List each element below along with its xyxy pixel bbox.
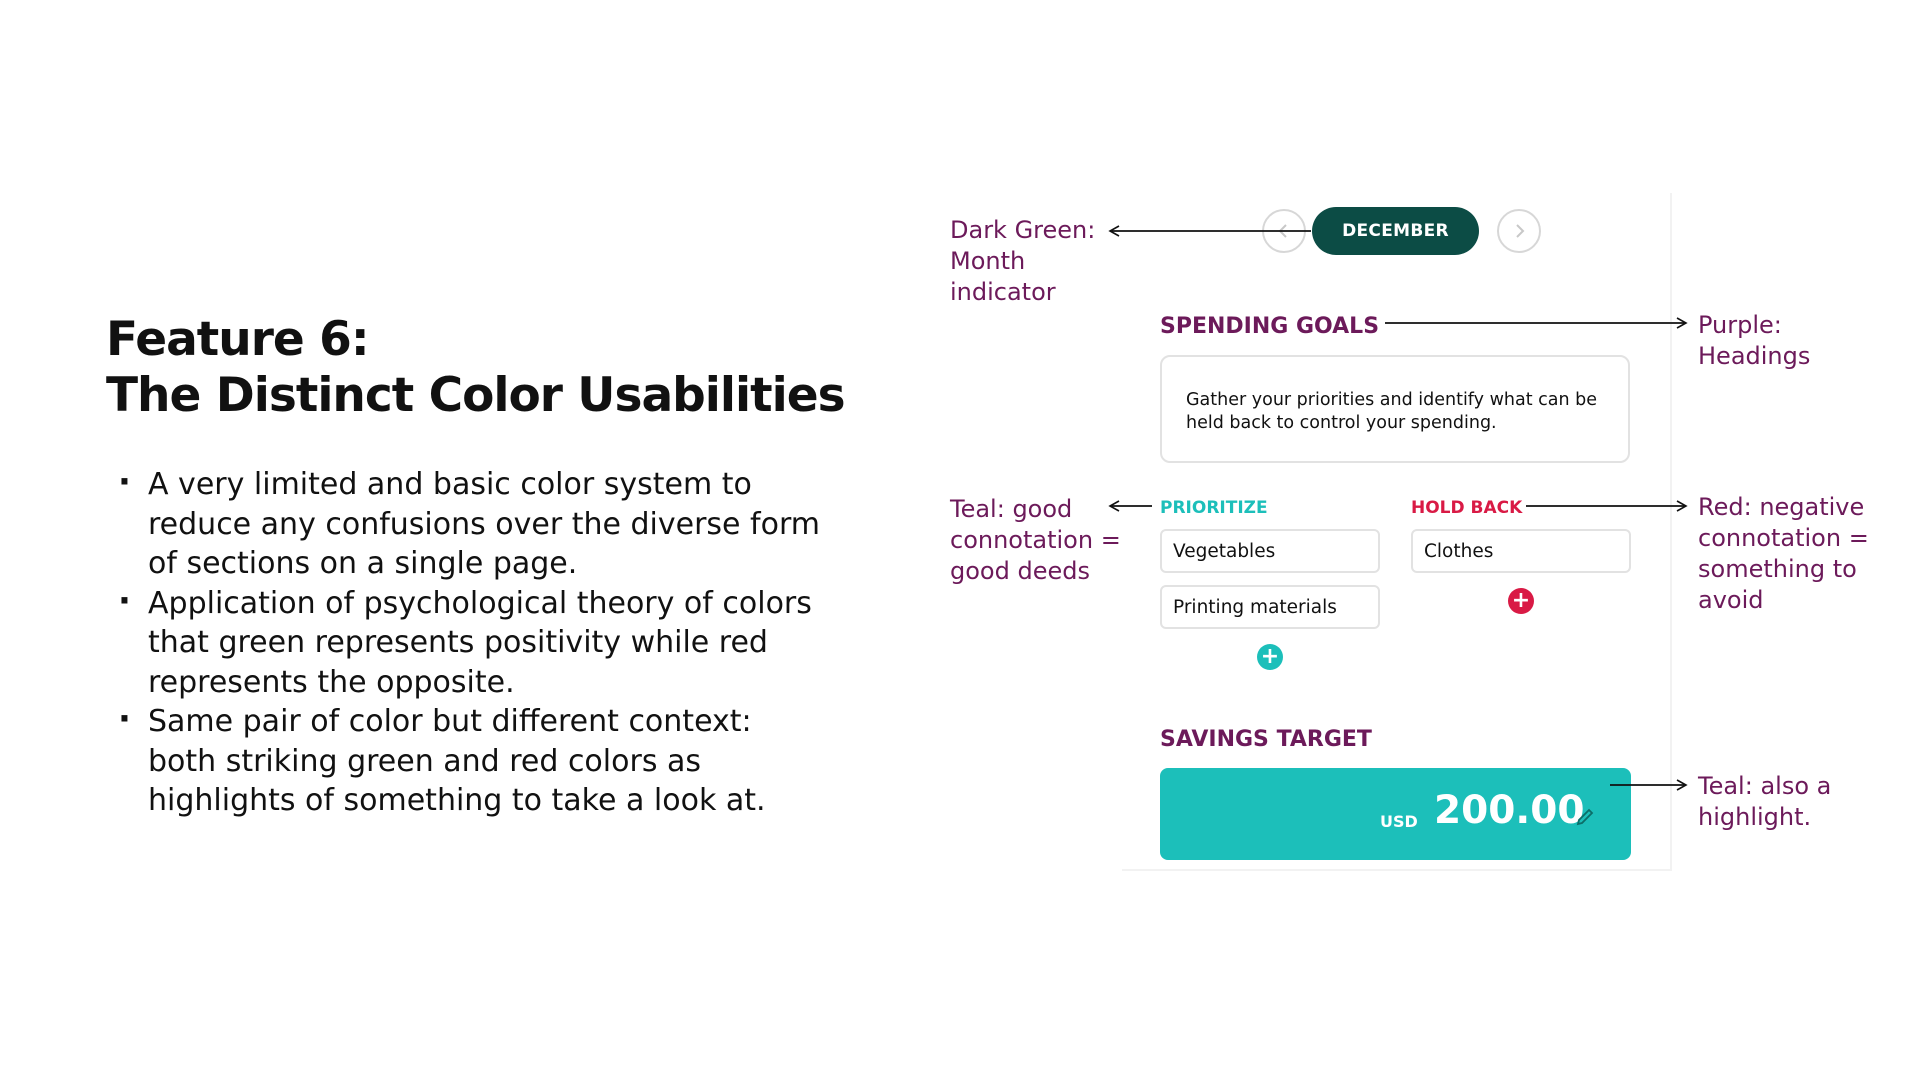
prioritize-heading: PRIORITIZE (1160, 498, 1268, 518)
slide-title-line-2: The Distinct Color Usabilities (106, 368, 845, 423)
annotation-line: Teal: good (950, 495, 1073, 523)
annotation-line: something to (1698, 555, 1857, 583)
prioritize-item[interactable]: Vegetables (1160, 529, 1380, 573)
savings-amount[interactable]: 200.00 (1434, 788, 1585, 833)
prioritize-item[interactable]: Printing materials (1160, 585, 1380, 629)
bullet-item: · A very limited and basic color system to reduce any confusions over the diverse form of sections on a single page. (118, 465, 828, 584)
annotation-line: Red: negative (1698, 493, 1865, 521)
annotation-line: connotation = (1698, 524, 1869, 552)
annotation-line: Month (950, 247, 1026, 275)
annotation-line: connotation = (950, 526, 1121, 554)
annotation-line: Purple: (1698, 311, 1782, 339)
savings-currency: USD (1380, 812, 1418, 831)
plus-icon: + (1260, 644, 1280, 669)
hold-back-heading: HOLD BACK (1411, 498, 1523, 518)
annotation-line: indicator (950, 278, 1056, 306)
annotation-line: Teal: also a (1698, 772, 1832, 800)
spending-goals-heading: SPENDING GOALS (1160, 314, 1380, 339)
annotation-line: Headings (1698, 342, 1811, 370)
savings-target-heading: SAVINGS TARGET (1160, 727, 1372, 752)
plus-icon: + (1511, 588, 1531, 613)
bullet-item: · Application of psychological theory of colors that green represents positivity while red represents the opposite. (118, 584, 828, 703)
annotation-line: highlight. (1698, 803, 1812, 831)
slide-title-line-1: Feature 6: (106, 312, 369, 367)
hold-back-item[interactable]: Clothes (1411, 529, 1631, 573)
annotation-line: Dark Green: (950, 216, 1096, 244)
annotation-line: good deeds (950, 557, 1090, 585)
annotation-line: avoid (1698, 586, 1764, 614)
spending-goals-description: Gather your priorities and identify what can be held back to control your spending. (1160, 355, 1630, 463)
month-indicator[interactable]: DECEMBER (1312, 207, 1479, 255)
bullet-item: · Same pair of color but different context: both striking green and red colors as highlights of something to take a look at. (118, 702, 828, 821)
